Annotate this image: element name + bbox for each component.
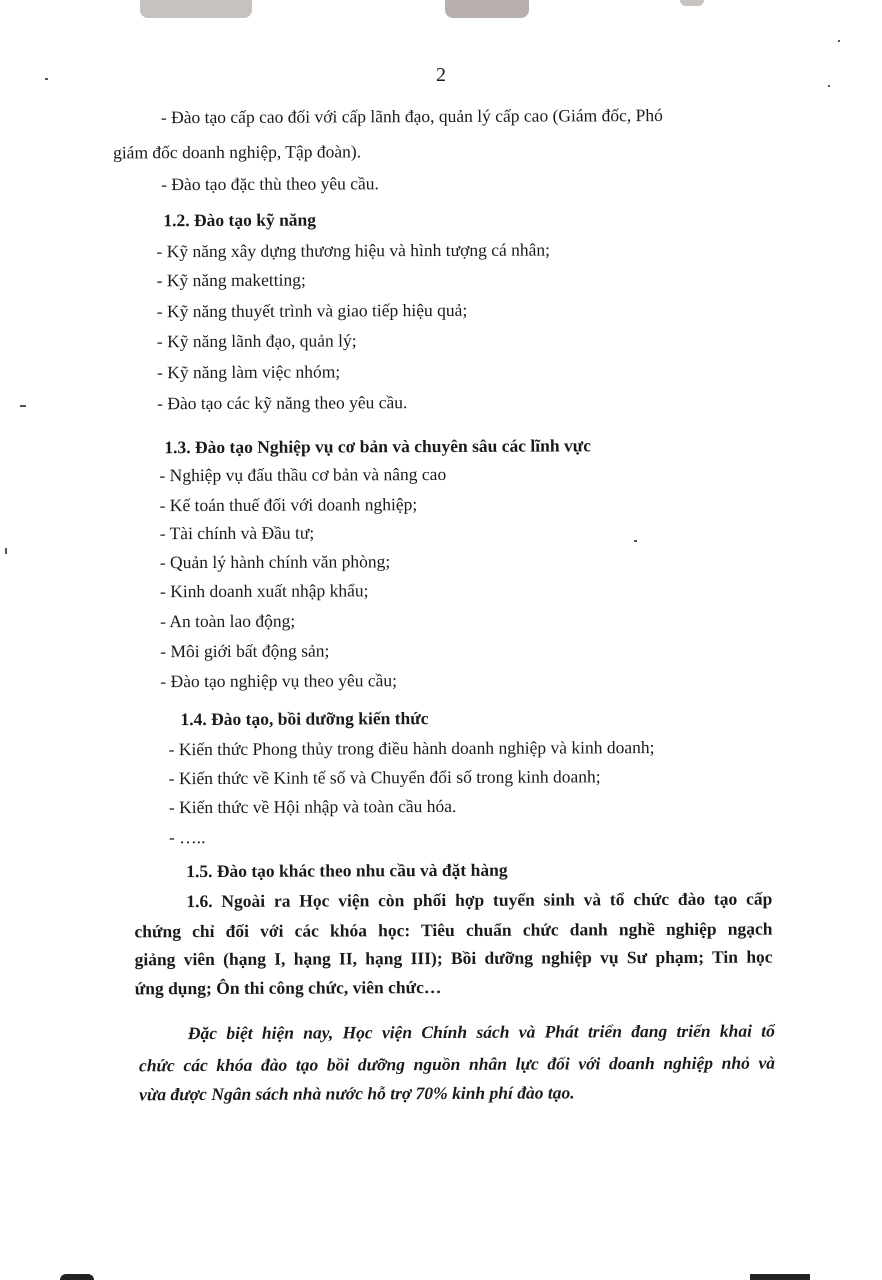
list-item: - Kỹ năng xây dựng thương hiệu và hình tượng cá nhân;: [156, 239, 551, 262]
paragraph-line: chứng chỉ đối với các khóa học: Tiêu chuẩn chức danh nghề nghiệp ngạch: [134, 918, 773, 942]
section-heading-1-4: 1.4. Đào tạo, bồi dưỡng kiến thức: [180, 708, 429, 730]
list-item: - Đào tạo nghiệp vụ theo yêu cầu;: [160, 670, 398, 692]
list-item: - Môi giới bất động sản;: [160, 640, 330, 662]
scan-speck: [634, 540, 637, 542]
scan-artifact: [140, 0, 252, 18]
list-item: - Kiến thức về Hội nhập và toàn cầu hóa.: [168, 795, 457, 818]
scan-speck: [20, 405, 26, 407]
section-heading-1-5: 1.5. Đào tạo khác theo nhu cầu và đặt hàng: [186, 859, 508, 882]
list-item: - Quản lý hành chính văn phòng;: [159, 551, 391, 573]
closing-note-line: chức các khóa đào tạo bồi dưỡng nguồn nhân lực đối với doanh nghiệp nhỏ và: [138, 1052, 776, 1076]
scan-speck: [5, 548, 7, 554]
scan-artifact: [60, 1274, 94, 1280]
list-item: - Nghiệp vụ đấu thầu cơ bản và nâng cao: [159, 463, 447, 486]
list-item: - Tài chính và Đầu tư;: [159, 522, 315, 544]
list-item: - Kế toán thuế đối với doanh nghiệp;: [159, 494, 418, 516]
list-item: - Kỹ năng làm việc nhóm;: [156, 361, 341, 383]
list-item: - Kỹ năng thuyết trình và giao tiếp hiệu quả;: [156, 299, 468, 322]
list-item: - Đào tạo các kỹ năng theo yêu cầu.: [157, 392, 408, 414]
closing-note-line: vừa được Ngân sách nhà nước hỗ trợ 70% kinh phí đào tạo.: [139, 1082, 575, 1105]
intro-item-line: - Đào tạo cấp cao đối với cấp lãnh đạo, quản lý cấp cao (Giám đốc, Phó: [160, 105, 663, 128]
list-item: - Kinh doanh xuất nhập khẩu;: [159, 580, 369, 602]
section-heading-1-3: 1.3. Đào tạo Nghiệp vụ cơ bản và chuyên sâu các lĩnh vực: [164, 435, 591, 458]
scan-artifact: [750, 1274, 810, 1280]
page-number: 2: [436, 64, 446, 86]
list-item: - Kỹ năng lãnh đạo, quản lý;: [156, 330, 357, 352]
closing-note-line: Đặc biệt hiện nay, Học viện Chính sách và Phát triển đang triển khai tổ: [187, 1020, 775, 1044]
list-item: - Kiến thức Phong thủy trong điều hành doanh nghiệp và kinh doanh;: [168, 737, 655, 760]
scan-artifact: [680, 0, 704, 6]
intro-item: - Đào tạo đặc thù theo yêu cầu.: [161, 173, 379, 195]
paragraph-line: giảng viên (hạng I, hạng II, hạng III); Bồi dưỡng nghiệp vụ Sư phạm; Tin học: [134, 946, 773, 970]
list-item: - …..: [168, 827, 206, 848]
list-item: - An toàn lao động;: [160, 610, 296, 632]
intro-item-line: giám đốc doanh nghiệp, Tập đoàn).: [113, 141, 362, 163]
paragraph-line: ứng dụng; Ôn thi công chức, viên chức…: [134, 976, 442, 999]
scan-speck: [838, 40, 840, 42]
paragraph-line: 1.6. Ngoài ra Học viện còn phối hợp tuyển sinh và tổ chức đào tạo cấp: [186, 888, 773, 912]
scan-artifact: [445, 0, 529, 18]
section-heading-1-2: 1.2. Đào tạo kỹ năng: [163, 209, 317, 231]
list-item: - Kiến thức về Kinh tế số và Chuyển đổi số trong kinh doanh;: [168, 766, 601, 789]
list-item: - Kỹ năng maketting;: [156, 269, 306, 291]
